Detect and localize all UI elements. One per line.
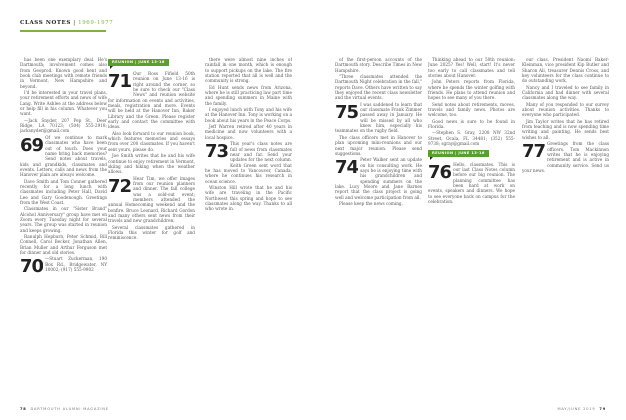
class-note-paragraph — [205, 124, 292, 140]
paragraph-text: John Peters reports from Florida, where he spends the winter golfing with friends. He plans to attend reunion and hopes to see many of you there. — [428, 79, 515, 101]
paragraph-text: Several classmates gathered in Florida this winter for golf and reminiscence. — [108, 224, 195, 241]
class-year-numeral: 70 — [20, 256, 44, 278]
paragraph-text: Jim Taylor writes that he has retired from teaching and is now spending time writing and painting. He sends best wishes to all. — [522, 118, 609, 140]
paragraph-text: Nancy and I traveled to see family in California and had dinner with several classmates along the way. — [522, 84, 609, 101]
paragraph-text: Thinking ahead to our 50th reunion: June 2025? Yes! Well, start! It's never too early to call classmates and tell stories about Hanover. — [428, 57, 515, 79]
paragraph-text: Joe Smith writes that he and his wife continue to enjoy retirement in Vermont, skiing and hiking when the weather allows. — [108, 153, 195, 175]
class-note-paragraph — [428, 102, 515, 118]
reunion-banner-row — [108, 57, 195, 71]
paragraph-text: Our Ross Fifield 50th reunion on June 13-16 is right around the corner, so be sure to check our "Class News" and reunion website for information on events and activities, meals, registration and more. Events will be held at the Hanover Inn, Baker Library and the Green. Please register early and contact the committee with ideas. — [108, 71, 195, 130]
paragraph-text: Also look forward to our reunion book, which features memories and essays from over 200 classmates. If you haven't sent yours, please do. — [108, 130, 195, 152]
paragraph-text: The class officers met in Hanover to plan upcoming mini-reunions and our next major reunion. Please send suggestions. — [335, 134, 422, 156]
text-column — [20, 57, 107, 397]
class-note-paragraph — [522, 57, 609, 84]
section-header — [20, 20, 113, 27]
paragraph-text: Peter Walker sent an update on his consulting work. He says he is enjoying time with his grandchildren and spending summers on the lake. Lucy Moore and Jane Barnes report that the class project is going well and welcome participation from all. — [335, 157, 422, 200]
paragraph-text: I'd be interested in your travel plans, your retirement efforts and news of wife Lang. Write Ashlee at the address below or help fill in his column. Whatever you want. — [20, 90, 107, 117]
paragraph-text: I was saddened to learn that our classmate Frank Zimmer passed away in January. He will be missed by all who knew him, especially his teammates on the rugby field. — [335, 101, 422, 134]
class-note-paragraph — [108, 131, 195, 152]
paragraph-text: —Jack Snyder, 207 Pep St., Deer Ridge, LA 70123; (504) 555-2918; jacksnyder@gmail.com — [20, 117, 107, 134]
class-note-paragraph — [428, 57, 515, 78]
text-column — [335, 57, 422, 397]
paragraph-text: —Stuart Zuckerman, 190 Box Rd., Bridgewater, NY 10002; (917) 555-9902 — [45, 256, 107, 273]
paragraph-text: Jeff Warren retired after 40 years in medicine and now volunteers with a local hospice. — [205, 124, 292, 140]
class-year-numeral: 72 — [108, 175, 132, 197]
header-underline — [20, 30, 106, 32]
class-note-paragraph — [428, 119, 515, 130]
class-note-paragraph — [20, 234, 107, 255]
class-note-paragraph — [205, 57, 292, 84]
paragraph-text: I enjoyed lunch with Tony and his wife at the Hanover Inn. Tony is working on a book about his years in the Peace Corps. — [205, 107, 292, 123]
paragraph-text: Ranulph Hepburn, Peter Schmid, Bill Connell, Carol Becker, Jonathan Allen, Brian Muller and Arthur Ferguson met for dinner and old stories. — [20, 234, 107, 256]
class-year-numeral: 73 — [205, 141, 229, 163]
class-note-paragraph — [20, 118, 107, 134]
class-note-paragraph — [428, 130, 515, 146]
page-number-right: 79 — [599, 407, 606, 411]
page-number-left: 78 — [20, 407, 27, 411]
header-divider: | — [73, 20, 76, 26]
class-note-paragraph — [428, 79, 515, 100]
class-note-paragraph — [205, 185, 292, 212]
class-note-paragraph — [335, 135, 422, 156]
class-year-numeral: 75 — [335, 101, 359, 123]
paragraph-text: Ed Hunt sends news from Arizona, where he is still practicing law part time and spending summers in Maine with the family. — [205, 84, 292, 106]
class-note-paragraph — [335, 201, 422, 206]
text-column — [108, 57, 195, 397]
class-note-paragraph — [108, 225, 195, 241]
class-note-paragraph — [522, 102, 609, 118]
paragraph-text: Send notes about retirements, moves, travels and family news. Photos are welcome, too. — [428, 101, 515, 118]
paragraph-text: Good news is sure to be found in Florida. — [428, 118, 515, 130]
class-note-paragraph — [20, 135, 107, 178]
class-note-paragraph — [205, 141, 292, 184]
text-column — [428, 57, 515, 397]
paragraph-text: Many of you responded to our survey about reunion activities. Thanks to everyone who participated. — [522, 101, 609, 118]
class-note-paragraph — [335, 57, 422, 73]
class-note-paragraph — [20, 57, 107, 89]
reunion-banner-row — [428, 148, 515, 162]
class-note-paragraph — [108, 71, 195, 130]
paragraph-text: of the first-person accounts of the Dartmouth story. Describe Times in New Hampshire. — [335, 57, 422, 73]
class-year-numeral: 76 — [428, 161, 452, 183]
paragraph-text: there were almost nine inches of rainfall in one month, which is enough to support pickups on the lake. The fire station reported that all is well and the community is strong. — [205, 57, 292, 84]
class-year-numeral: 69 — [20, 134, 44, 156]
paragraph-text: Greetings from the class officers. Tom Mackinnon writes that he is enjoying retirement and is active in community service. Send us your news. — [522, 141, 609, 173]
class-note-paragraph — [335, 74, 422, 101]
paragraph-text: has been one exemplary deal. He's Dartmouth; involvement comes also from Geoprod. Known good bent and book club meetings with remote friends in Vermont, New Hampshire and beyond. — [20, 57, 107, 89]
paragraph-text: Classmates in our "Sister Brand" Alcohol Anniversary" group have met on Zoom every Tuesday night for several years. The group was started in reunion and keeps growing. — [20, 206, 107, 233]
section-years: 1969-1977 — [78, 20, 114, 26]
class-note-paragraph — [20, 179, 107, 206]
paragraph-text: Winston Hill wrote that he and his wife are traveling in the Pacific Northwest this spring and hope to see classmates along the way. Thanks to all who wrote in. — [205, 184, 292, 212]
class-note-paragraph — [335, 157, 422, 200]
class-note-paragraph — [522, 119, 609, 140]
paragraph-text: This year's class notes are full of news from classmates near and far. Send your updates for the next column. Keith Green sent word that he has moved to Vancouver, Canada, where he continues his research in ocean science. — [205, 141, 292, 184]
class-note-paragraph — [108, 153, 195, 174]
class-year-numeral: 71 — [108, 71, 132, 92]
class-note-paragraph — [205, 107, 292, 123]
footer-right — [557, 407, 606, 412]
paragraph-text: Dave Smith and Tom Conner gathered recently for a long lunch with classmates including Peter Hall, David Lee and Gary Goodenough. Greetings from the West Coast. — [20, 178, 107, 205]
text-column — [522, 57, 609, 397]
class-note-paragraph — [522, 141, 609, 173]
class-year-numeral: 77 — [522, 141, 546, 163]
class-note-paragraph — [20, 206, 107, 233]
class-note-paragraph — [205, 85, 292, 106]
class-note-paragraph — [108, 176, 195, 224]
paragraph-text: Hello, classmates. This is our last Class Notes column before our big reunion. The planning committee has been hard at work on events, speakers and dinners. We hope to see everyone back on campus for the celebration. — [428, 161, 515, 204]
class-note-paragraph — [428, 162, 515, 205]
paragraph-text: Please keep the news coming. — [339, 200, 403, 206]
paragraph-text: our class. President Naomi Baker-Kleinman, vice president Kip Butler and Sharon Ali, treasurer Dennis Cross, and key volunteers for the class continue to do outstanding work. — [522, 57, 609, 84]
paragraph-text: Hear Tim, we offer images from our reunion planners and dinner. The fall college was a sold-out event; members attended the annual Homecoming weekend and the bonfire. Bruce Leonard, Richard Gordon and many others sent news from their travels and new grandchildren. — [108, 175, 195, 224]
reunion-banner: REUNION | JUNE 13-16 — [428, 150, 489, 157]
paragraph-text: "Three classmates attended the Dartmouth Night celebration in the fall," reports Dave. Others have written to say they enjoyed the recent class newsletter and the virtual events. — [335, 74, 422, 101]
publication-title: DARTMOUTH ALUMNI MAGAZINE — [30, 407, 109, 411]
class-note-paragraph — [522, 85, 609, 101]
text-column — [205, 57, 292, 397]
class-note-paragraph — [335, 102, 422, 134]
section-title: CLASS NOTES — [20, 20, 71, 26]
paragraph-text: Of we continue to mark classmates who have been out of touch. Does your name bring back memories? Send notes about travels, kids and grandkids, classmates and events. Letters, calls and news from the Hanover plain are always welcome. — [20, 134, 107, 178]
issue-date: MAY/JUNE 2019 — [557, 407, 596, 411]
class-note-paragraph — [20, 90, 107, 117]
reunion-banner: REUNION | JUNE 13-16 — [108, 59, 169, 66]
footer-left — [20, 407, 109, 412]
class-year-numeral: 74 — [335, 157, 359, 179]
class-note-paragraph — [20, 256, 107, 278]
paragraph-text: —Stephen S. Gray, 2208 NW 32nd Street, Ocala, FL 34481; (352) 555-9738; sgray@gmail.com — [428, 130, 515, 147]
